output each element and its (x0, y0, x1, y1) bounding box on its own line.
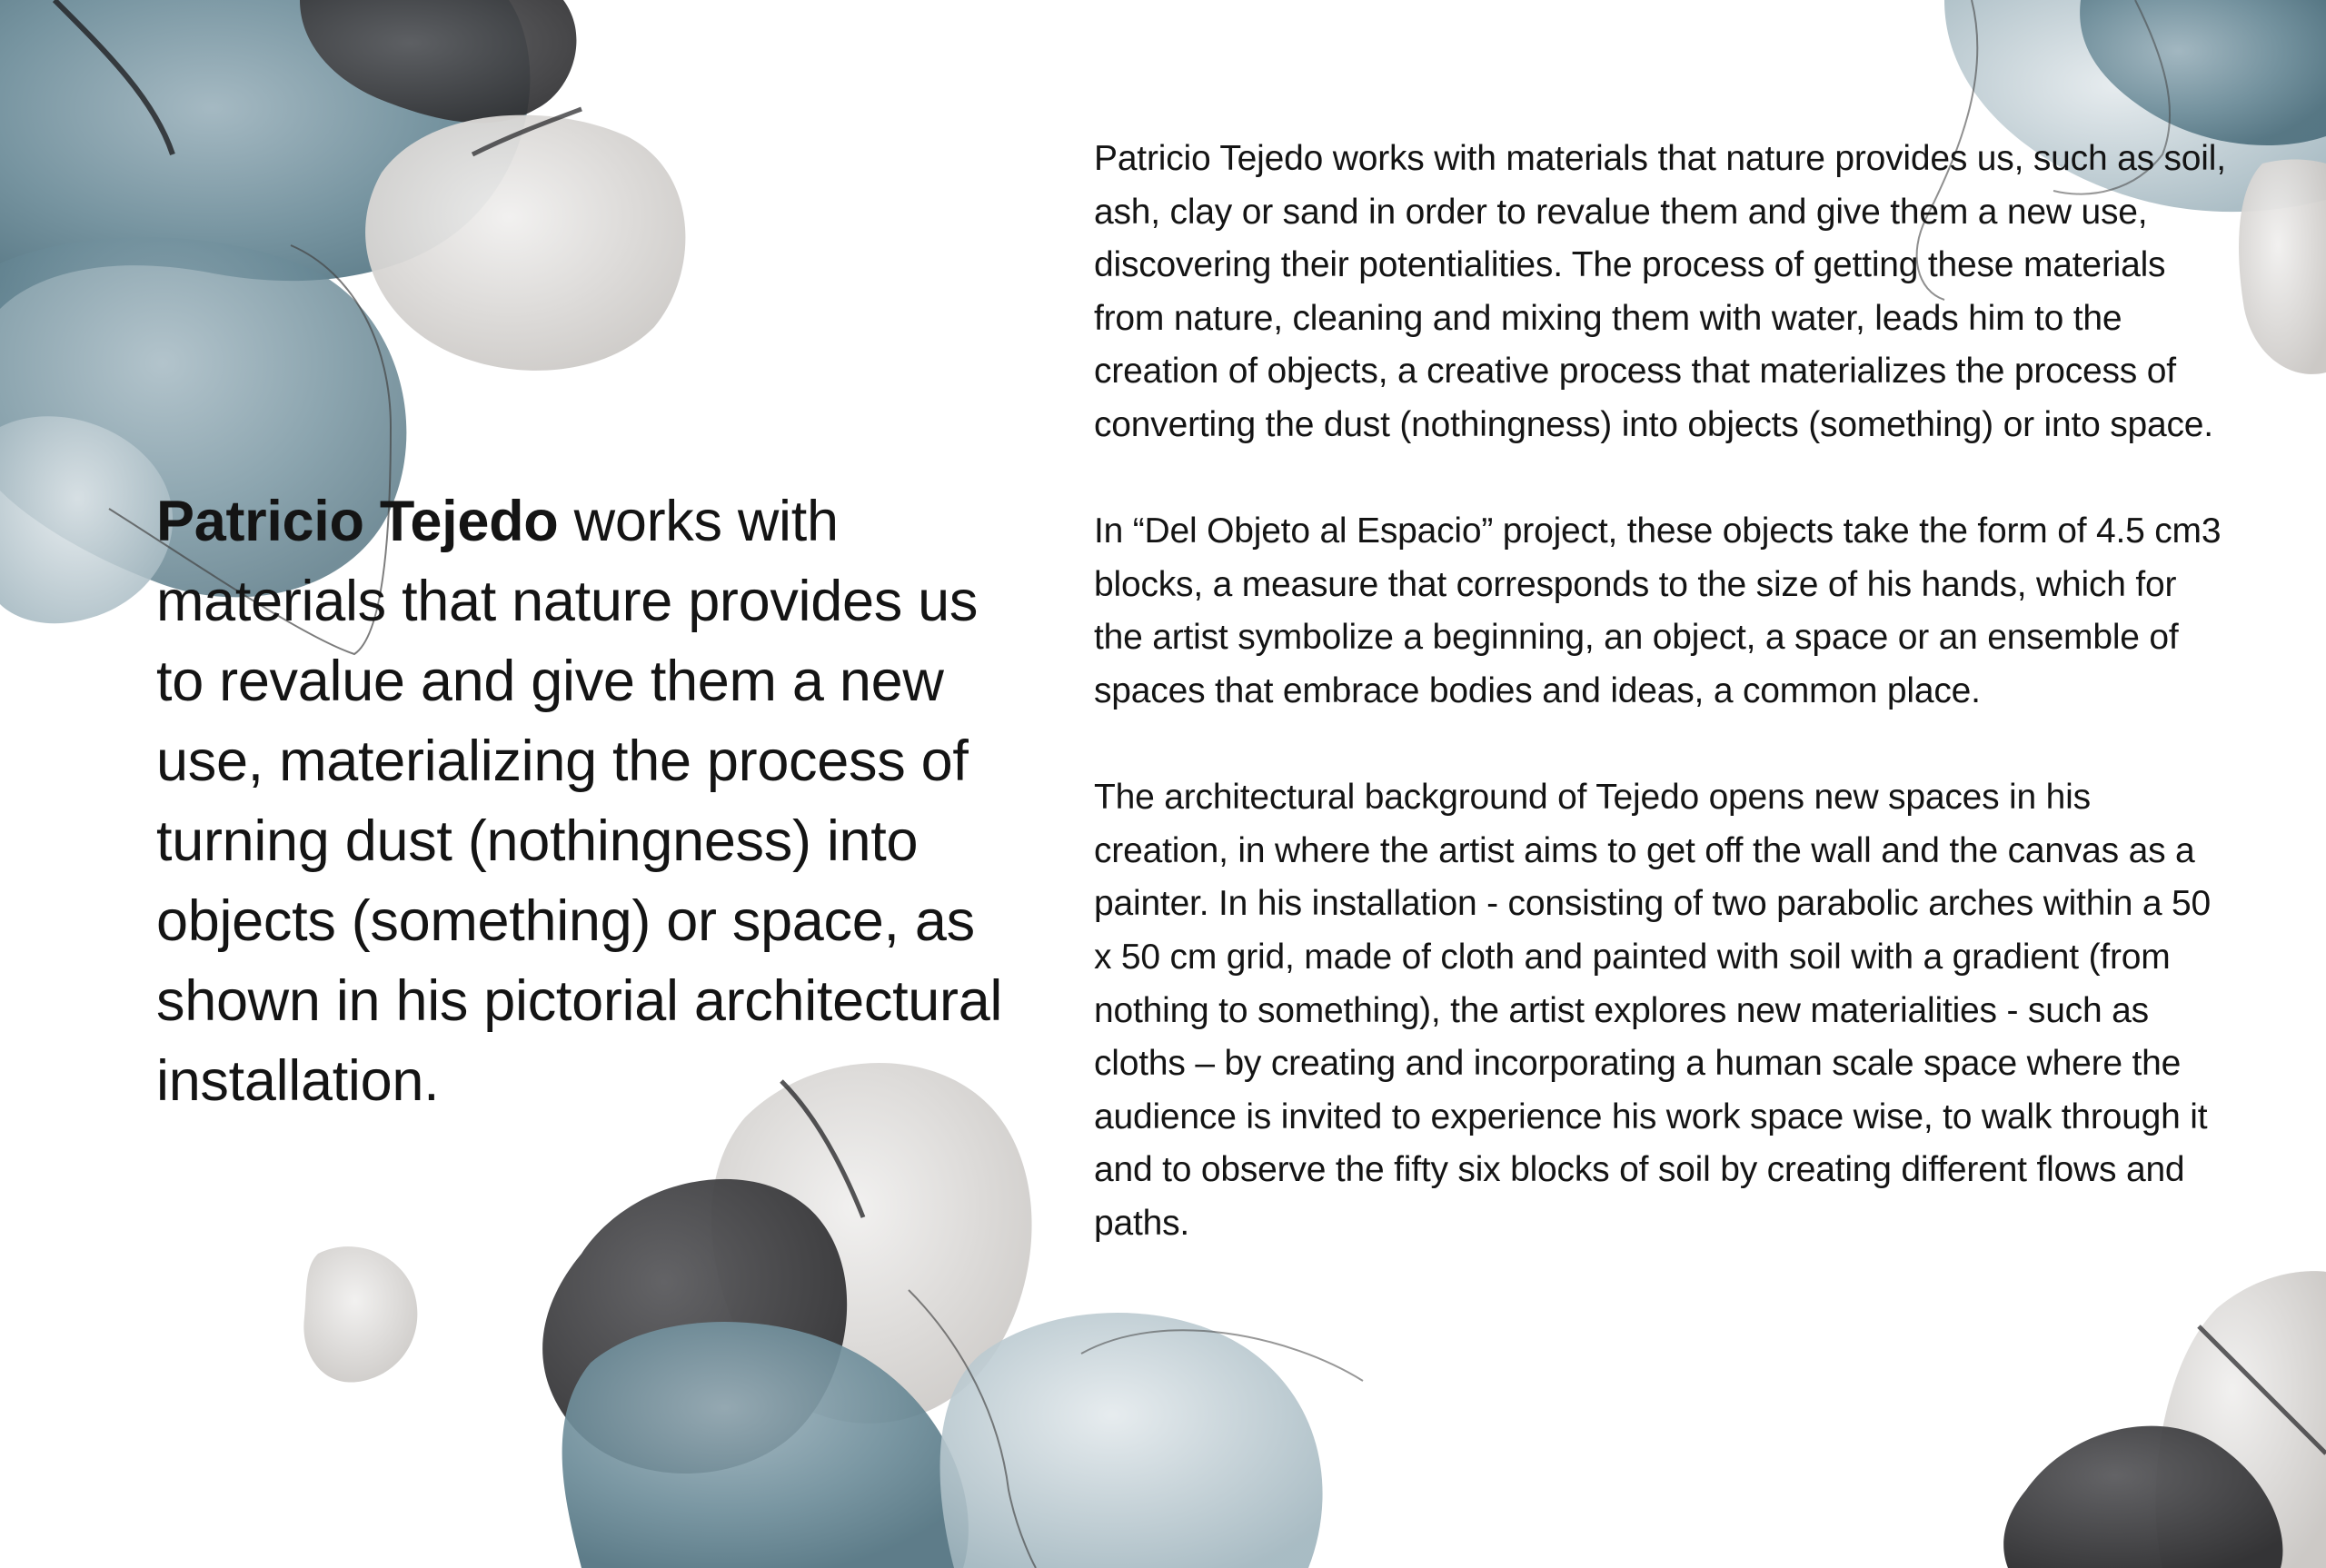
body-paragraph-3: The architectural background of Tejedo opens new spaces in his creation, in where the artist aims to get off the wall and the canvas as a painter. In his installation - consisting of two parabolic arches within a 50 x 50 cm grid, made of cloth and painted with soil with a gradient (from nothing to something), the artist explores new materialities - such as cloths – by creating and incorporating a human scale space where the audience is invited to experience his work space wise, to walk through it and to observe the fifty six blocks of soil by creating different flows and paths. (1094, 778, 2211, 1243)
lead-statement (156, 481, 1019, 1121)
body-column (1094, 133, 2230, 1250)
bottom-right-blots (2003, 1271, 2326, 1568)
lead-column (156, 481, 1019, 1121)
body-paragraph-2: In “Del Objeto al Espacio” project, these objects take the form of 4.5 cm3 blocks, a measure that corresponds to the size of his hands, which for the artist symbolize a beginning, an object, a space or an ensemble of spaces that embrace bodies and ideas, a common place. (1094, 511, 2222, 710)
artist-name: Patricio Tejedo (156, 490, 559, 553)
body-paragraph-1: Patricio Tejedo works with materials that nature provides us, such as soil, ash, clay or sand in order to revalue them and give them a new use, discovering their potentialities. The process of getting these materials from nature, cleaning and mixing them with water, leads him to the creation of objects, a creative process that materializes the process of converting the dust (nothingness) into objects (something) or into space. (1094, 139, 2226, 444)
lead-text: works with materials that nature provides us to revalue and give them a new use, materializing the process of turning dust (nothingness) into objects (something) or space, as shown in his pictorial architectural installation. (156, 490, 1003, 1113)
